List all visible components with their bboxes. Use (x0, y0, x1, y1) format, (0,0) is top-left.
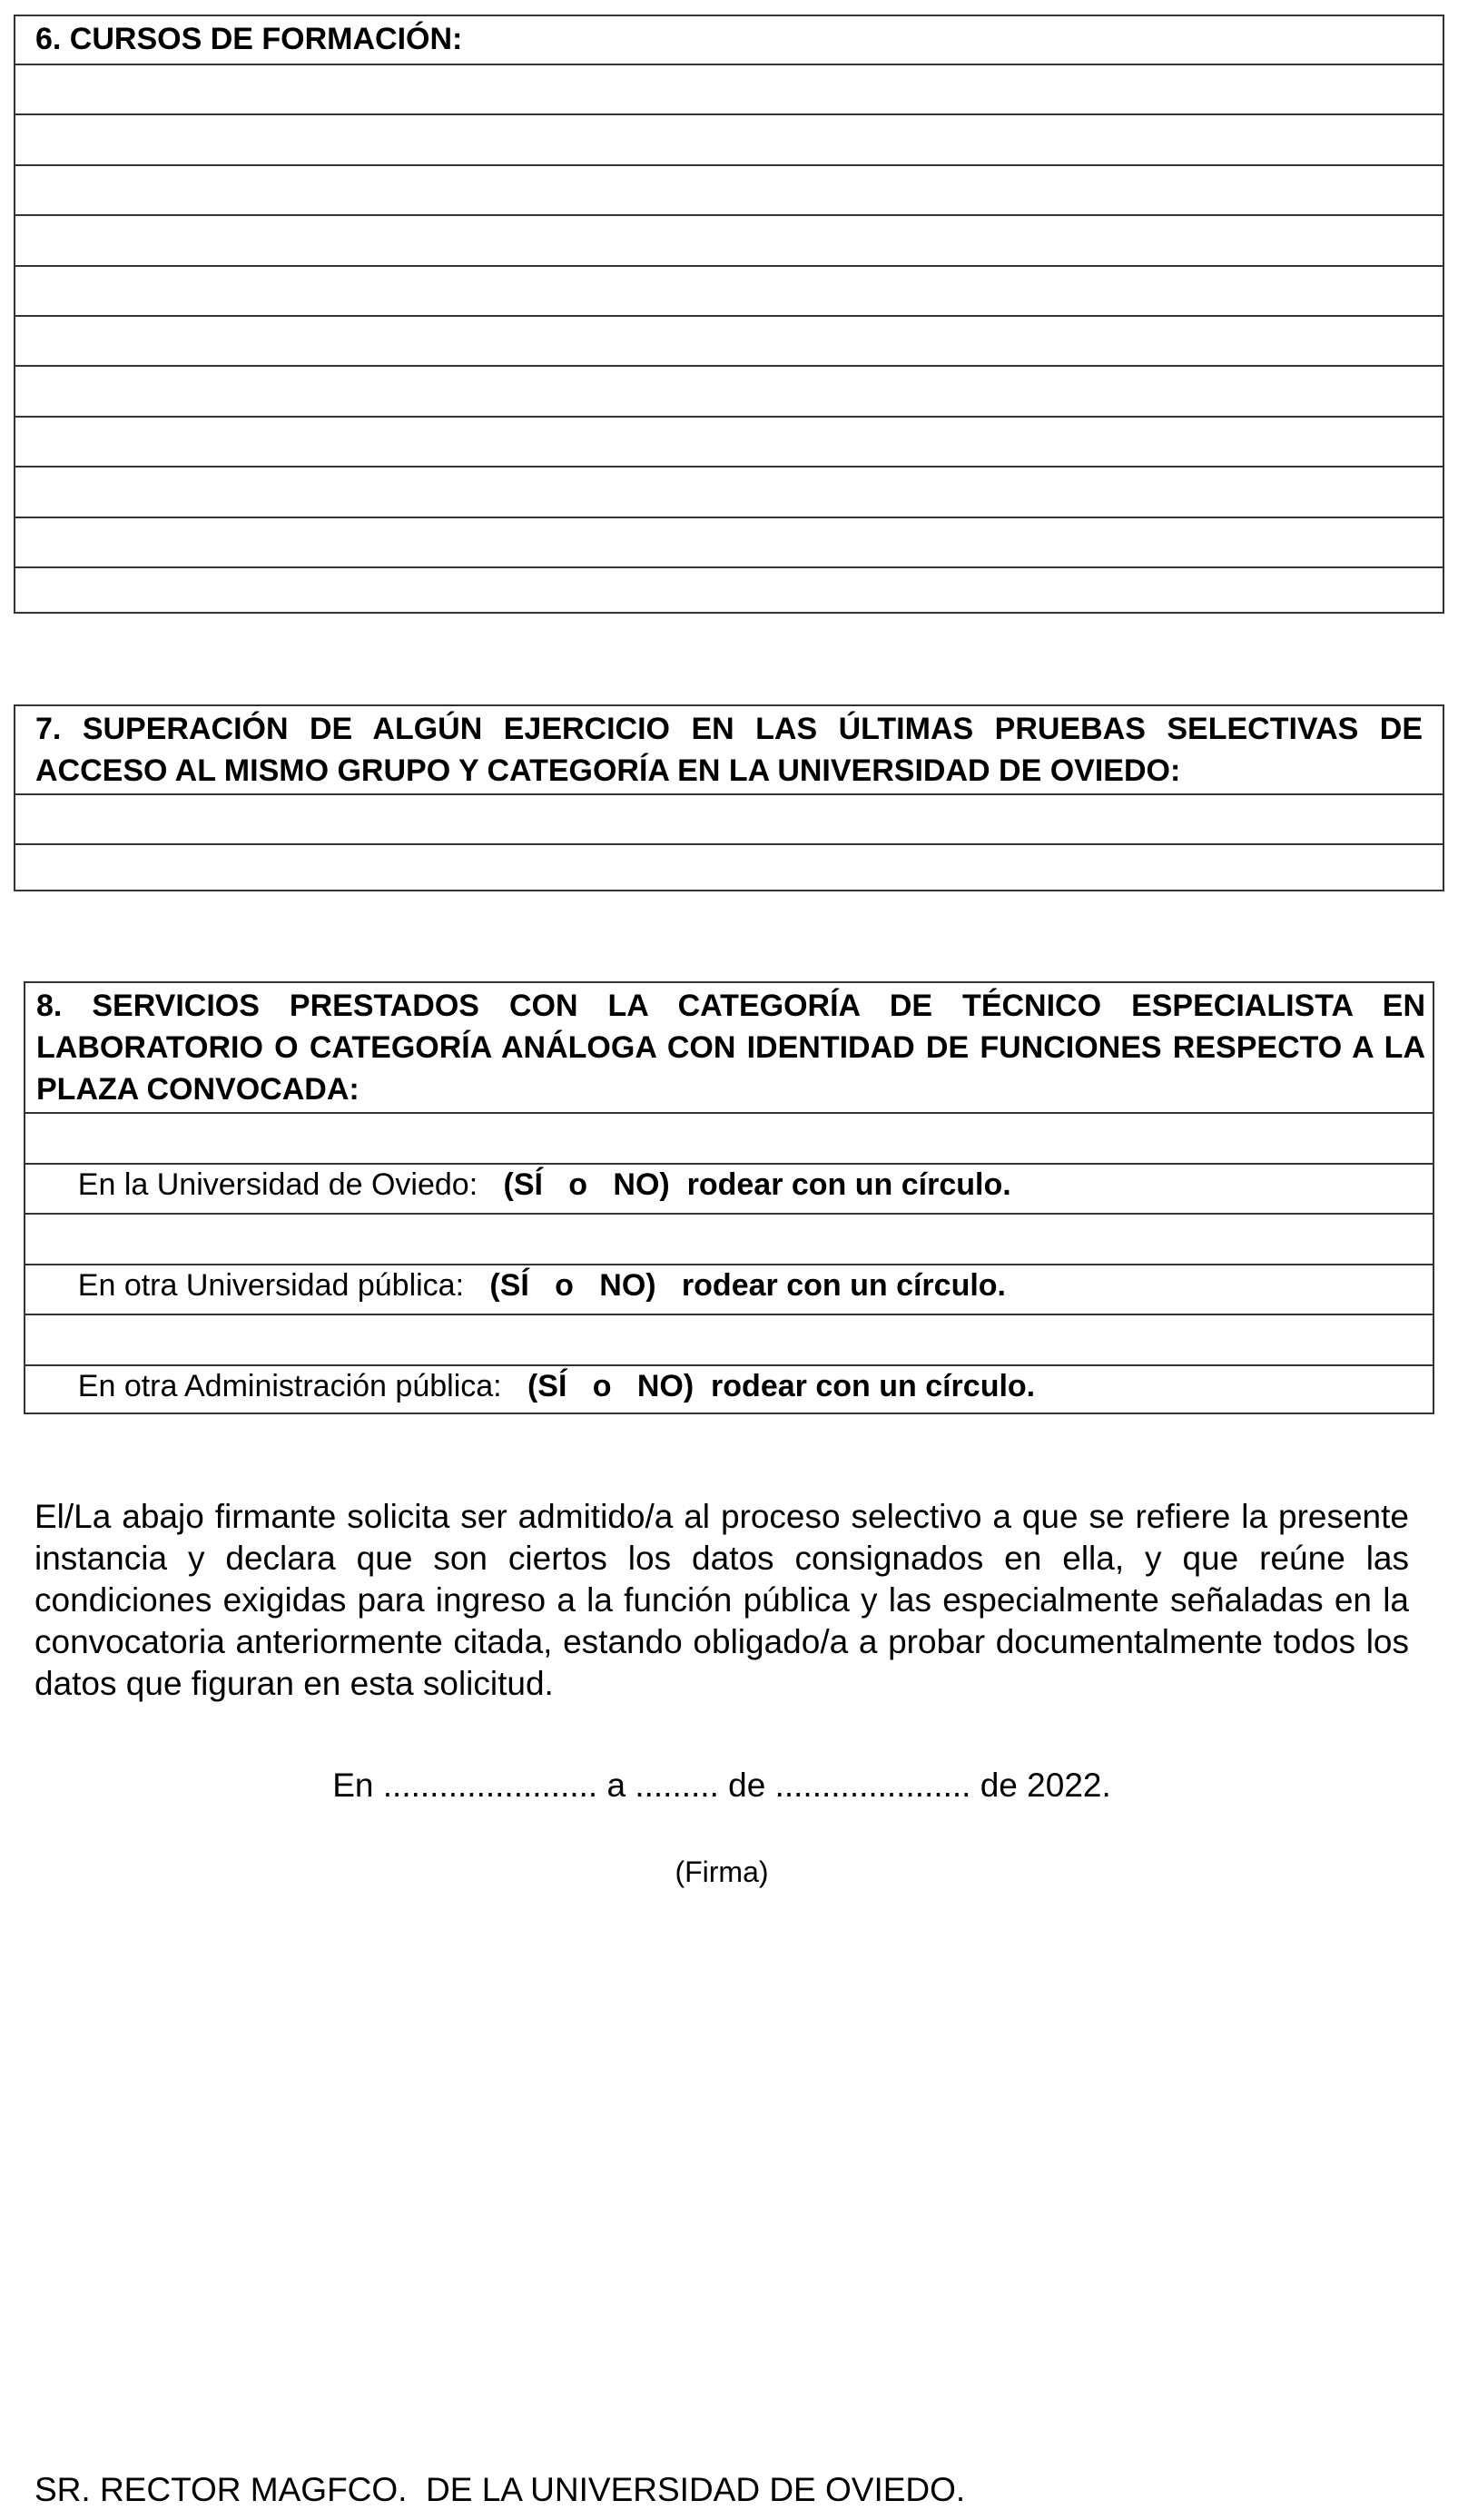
section-6-courses (14, 15, 1444, 614)
option-choice: (SÍ o NO) rodear con un círculo. (527, 1369, 1036, 1403)
entry-row[interactable] (15, 214, 1443, 264)
option-university-oviedo (25, 1112, 1433, 1202)
option-label: En la Universidad de Oviedo: (77, 1167, 504, 1202)
declaration-text: El/La abajo firmante solicita ser admitido/a al proceso selectivo a que se refiere la presente instancia y declara que son ciertos los datos consignados en ella, y que reúne las condiciones exigidas para ingreso a la función pública y las especialmente señaladas en la convocatoria anteriormente citada, estando obligado/a a probar documentalmente todos los datos que figuran en esta solicitud. (34, 1498, 1409, 1702)
entry-row[interactable] (15, 566, 1443, 616)
entry-row[interactable] (15, 843, 1443, 893)
option-label: En otra Universidad pública: (77, 1268, 490, 1303)
option-label: En otra Administración pública: (77, 1369, 527, 1403)
entry-row[interactable] (15, 365, 1443, 415)
entry-row[interactable] (15, 265, 1443, 315)
entry-row[interactable] (15, 113, 1443, 163)
section-7-previous-tests (14, 704, 1444, 891)
entry-row[interactable] (15, 793, 1443, 843)
signature-label: (Firma) (675, 1856, 769, 1888)
section-8-services (24, 981, 1434, 1414)
entry-row[interactable] (15, 517, 1443, 566)
addressee: SR. RECTOR MAGFCO. DE LA UNIVERSIDAD DE OVIEDO. (34, 2471, 966, 2508)
date-line: En ....................... a ......... de ..................... de 2022. (332, 1767, 1111, 1804)
option-choice: (SÍ o NO) rodear con un círculo. (503, 1167, 1011, 1202)
entry-row[interactable] (15, 416, 1443, 466)
option-choice: (SÍ o NO) rodear con un círculo. (489, 1268, 1006, 1303)
entry-row[interactable] (15, 164, 1443, 214)
section-8-title: 8. SERVICIOS PRESTADOS CON LA CATEGORÍA DE TÉCNICO ESPECIALISTA EN LABORATORIO O CATEGORÍA ANÁLOGA CON IDENTIDAD DE FUNCIONES RESPECTO A LA PLAZA CONVOCADA: (36, 989, 1425, 1107)
section-6-title: 6. CURSOS DE FORMACIÓN: (35, 22, 463, 56)
entry-row[interactable] (15, 315, 1443, 365)
option-other-university (25, 1213, 1433, 1303)
entry-row[interactable] (15, 64, 1443, 113)
entry-row[interactable] (15, 466, 1443, 516)
section-7-title: 7. SUPERACIÓN DE ALGÚN EJERCICIO EN LAS ÚLTIMAS PRUEBAS SELECTIVAS DE ACCESO AL MISMO GRUPO Y CATEGORÍA EN LA UNIVERSIDAD DE OVIEDO: (35, 712, 1423, 788)
option-other-administration (25, 1314, 1433, 1403)
